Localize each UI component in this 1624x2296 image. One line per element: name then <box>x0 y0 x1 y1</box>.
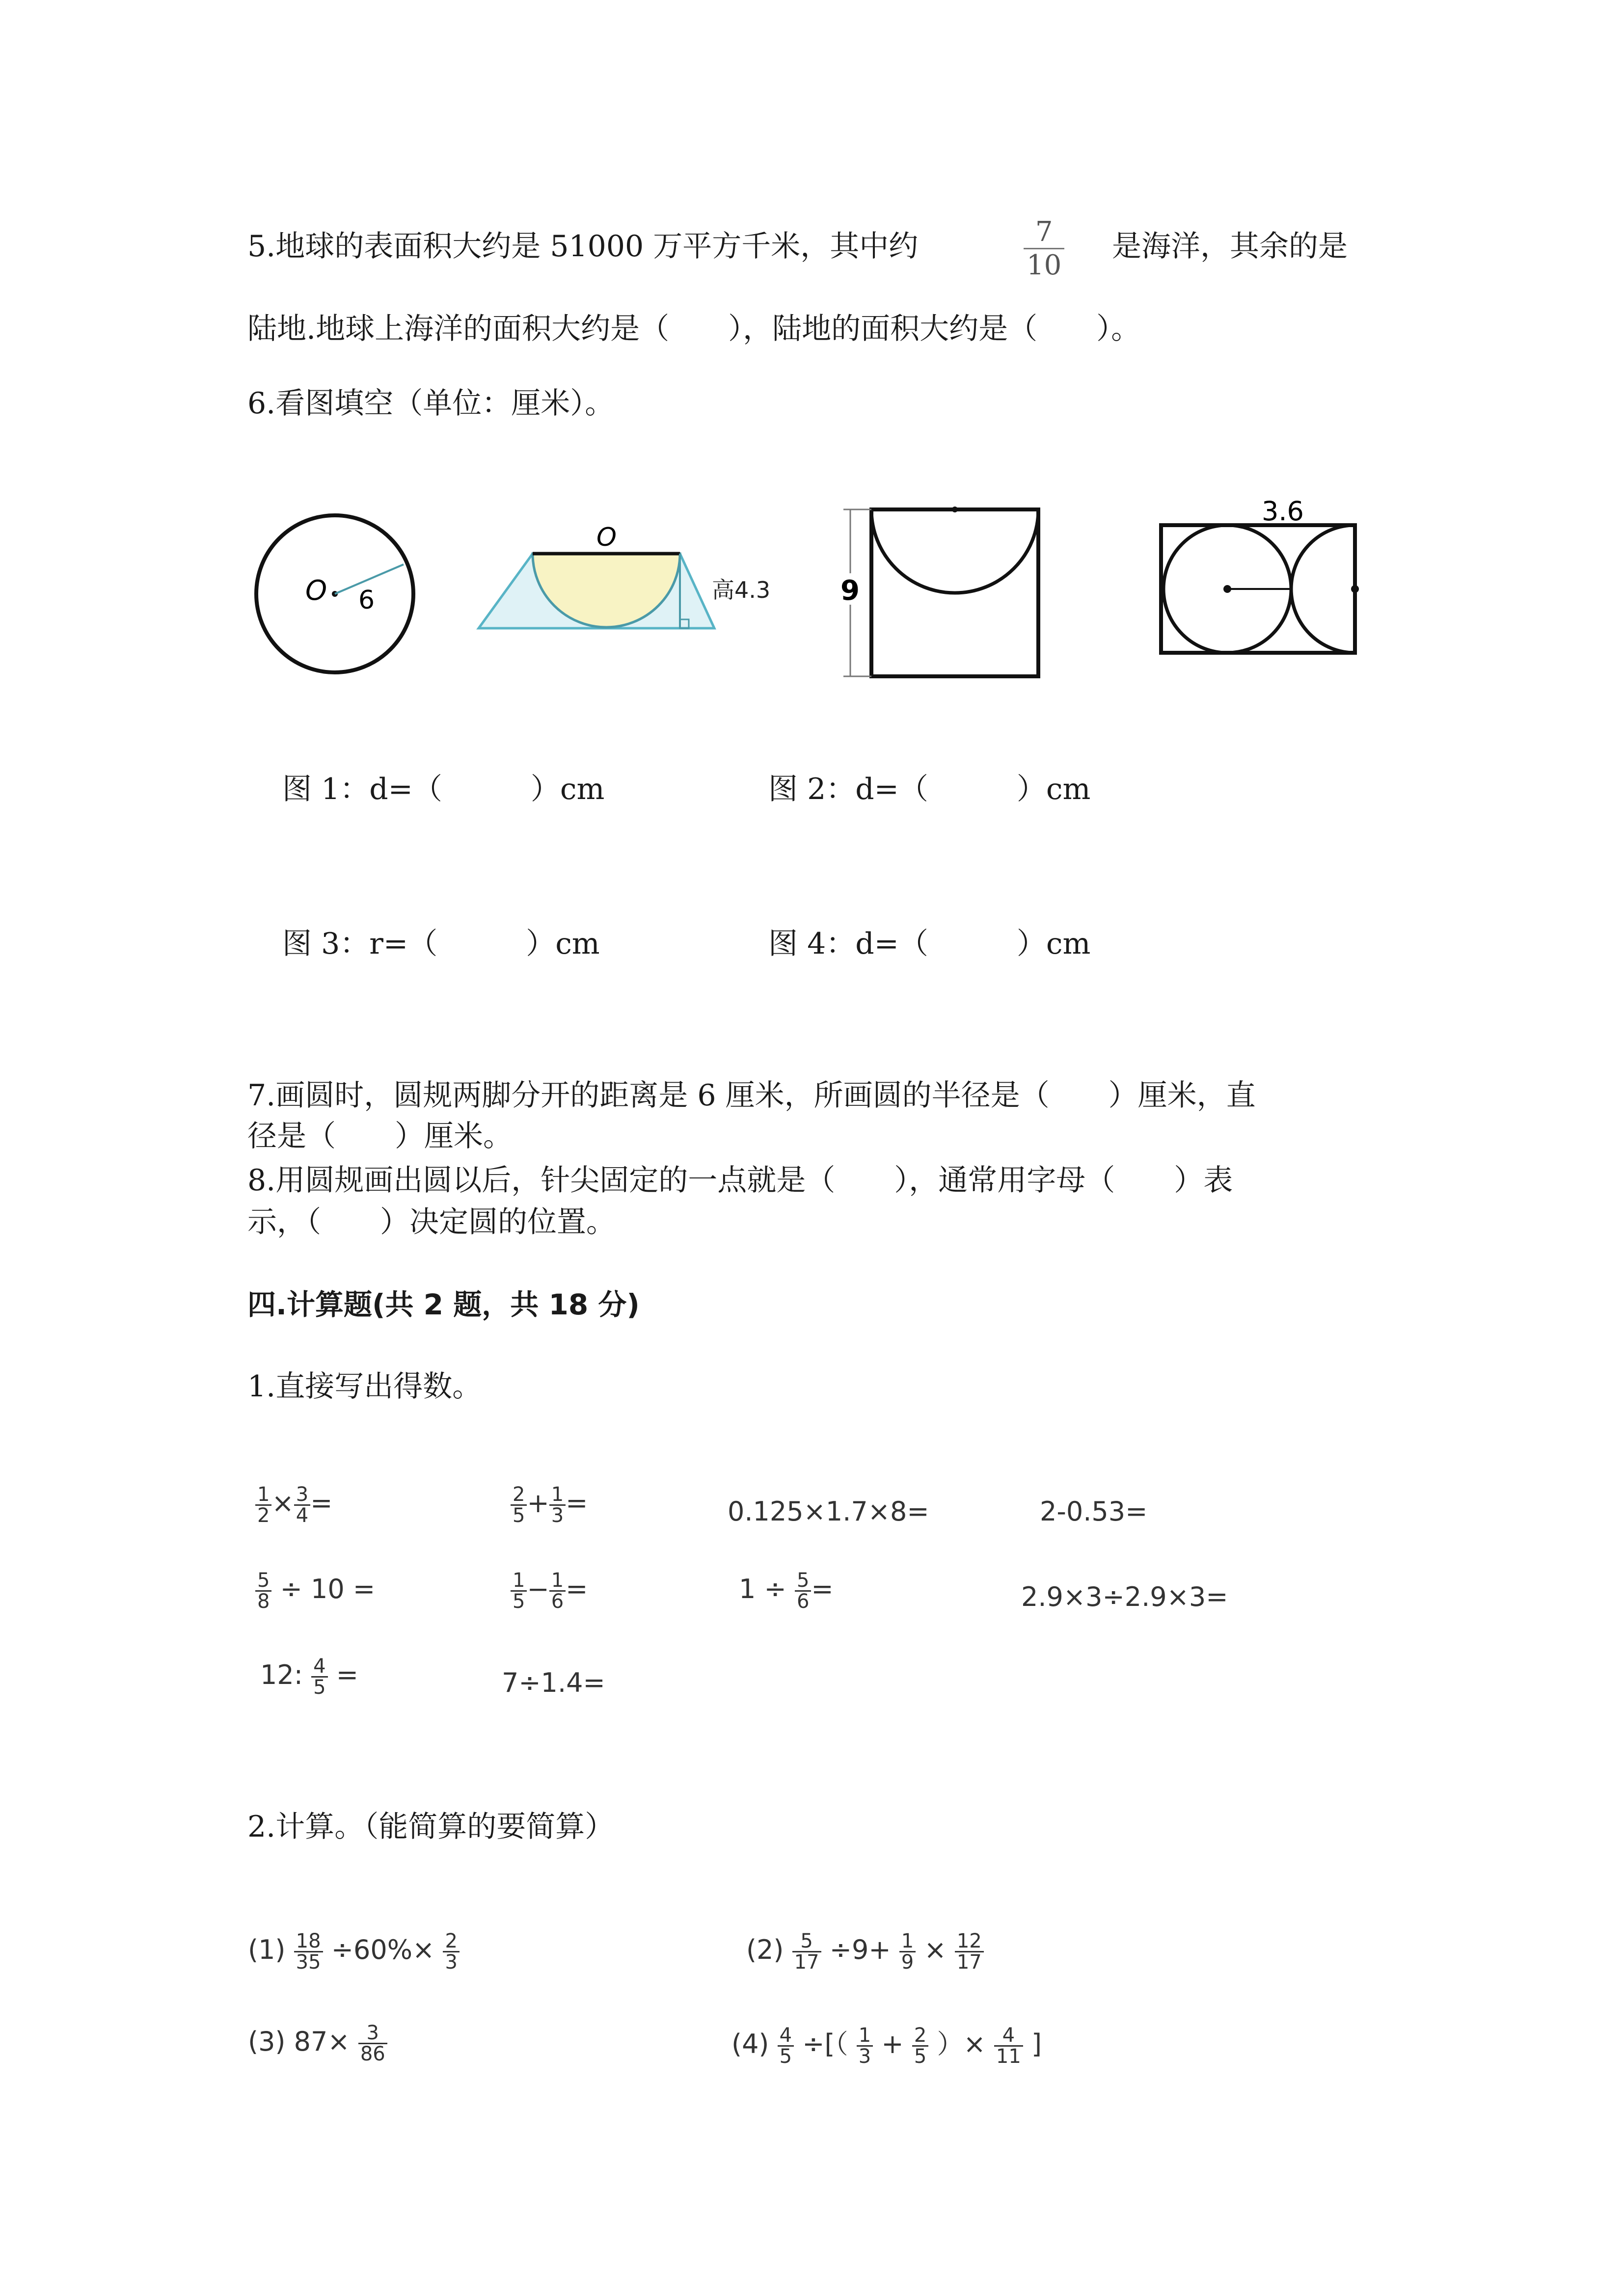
q8-line2: 示，（ ）决定圆的位置。 <box>247 1205 616 1239</box>
fig1-answer: 图 1：d=（ ）cm <box>282 772 605 806</box>
q7-line2: 径是（ ）厘米。 <box>247 1119 513 1153</box>
q5-text-a: 5.地球的表面积大约是 51000 万平方千米，其中约 <box>247 229 919 264</box>
figure-1 <box>256 515 413 672</box>
calc2-p4: (4) $\frac{4}{5}$ ÷[（ $\frac{1}{3}$ + $\frac{2}{5}$ ）× $\frac{4}{11}$ ] <box>731 2024 1042 2068</box>
q6-title: 6.看图填空（单位：厘米）。 <box>247 386 615 421</box>
calc1-a1: $\frac{1}{2}$ × $\frac{3}{4}$ = <box>255 1485 332 1525</box>
q7-line1: 7.画圆时，圆规两脚分开的距离是 6 厘米，所画圆的半径是（ ）厘米，直 <box>247 1078 1256 1113</box>
q8-line1: 8.用圆规画出圆以后，针尖固定的一点就是（ ），通常用字母（ ）表 <box>247 1163 1233 1198</box>
q5-fraction: $\frac{7}{10}$ <box>1024 216 1064 281</box>
calc1-c2: 7÷1.4= <box>502 1667 605 1698</box>
calc1-title: 1.直接写出得数。 <box>247 1369 482 1404</box>
section4-title: 四.计算题(共 2 题，共 18 分) <box>247 1288 640 1321</box>
calc2-p1: (1) $\frac{18}{35}$ ÷60%× $\frac{2}{3}$ <box>248 1931 460 1972</box>
fig3-top-dot <box>952 507 958 512</box>
calc1-b1: $\frac{5}{8}$ ÷ 10 = <box>255 1571 375 1611</box>
calc2-p3: (3) 87× $\frac{3}{86}$ <box>248 2023 387 2064</box>
fig1-center-label: O <box>305 575 327 607</box>
q5-line1 <box>247 227 918 266</box>
fig2-answer: 图 2：d=（ ）cm <box>768 772 1091 806</box>
fig2-center-label: O <box>596 523 617 552</box>
fig4-top-label: 3.6 <box>1262 496 1304 527</box>
fig4-half-circle <box>1291 525 1355 653</box>
fig4-center-dot <box>1223 585 1231 593</box>
figure-2 <box>479 523 770 628</box>
fig3-side-label: 9 <box>840 575 860 607</box>
calc1-b4: 2.9×3÷2.9×3= <box>1021 1581 1228 1612</box>
fig3-semicircle <box>871 509 1038 593</box>
calc2-title: 2.计算。（能简算的要简算） <box>247 1810 615 1844</box>
q5-text-b: 是海洋，其余的是 <box>1112 229 1348 264</box>
fig4-right-dot <box>1351 585 1359 593</box>
calc1-a4: 2-0.53= <box>1040 1496 1148 1527</box>
q6-figures <box>0 491 1624 697</box>
q5-line2: 陆地.地球上海洋的面积大约是（ ），陆地的面积大约是（ ）。 <box>247 312 1141 346</box>
calc1-a3: 0.125×1.7×8= <box>728 1496 929 1527</box>
figure-4 <box>1161 496 1359 653</box>
calc1-a2: $\frac{2}{5}$ + $\frac{1}{3}$ = <box>511 1485 588 1525</box>
calc1-b3: 1 ÷ $\frac{5}{6}$ = <box>739 1569 834 1613</box>
calc2-p2: (2) $\frac{5}{17}$ ÷9+ $\frac{1}{9}$ × $\frac{12}{17}$ <box>746 1931 984 1972</box>
calc1-b2: $\frac{1}{5}$ − $\frac{1}{6}$ = <box>511 1571 588 1611</box>
fig3-answer: 图 3：r=（ ）cm <box>282 927 600 961</box>
fig4-answer: 图 4：d=（ ）cm <box>768 927 1091 961</box>
calc1-c1: 12: $\frac{4}{5}$ = <box>260 1655 358 1699</box>
figure-3 <box>838 507 1038 676</box>
fig2-height-label: 高4.3 <box>712 577 771 603</box>
fig1-radius-label: 6 <box>358 586 375 615</box>
